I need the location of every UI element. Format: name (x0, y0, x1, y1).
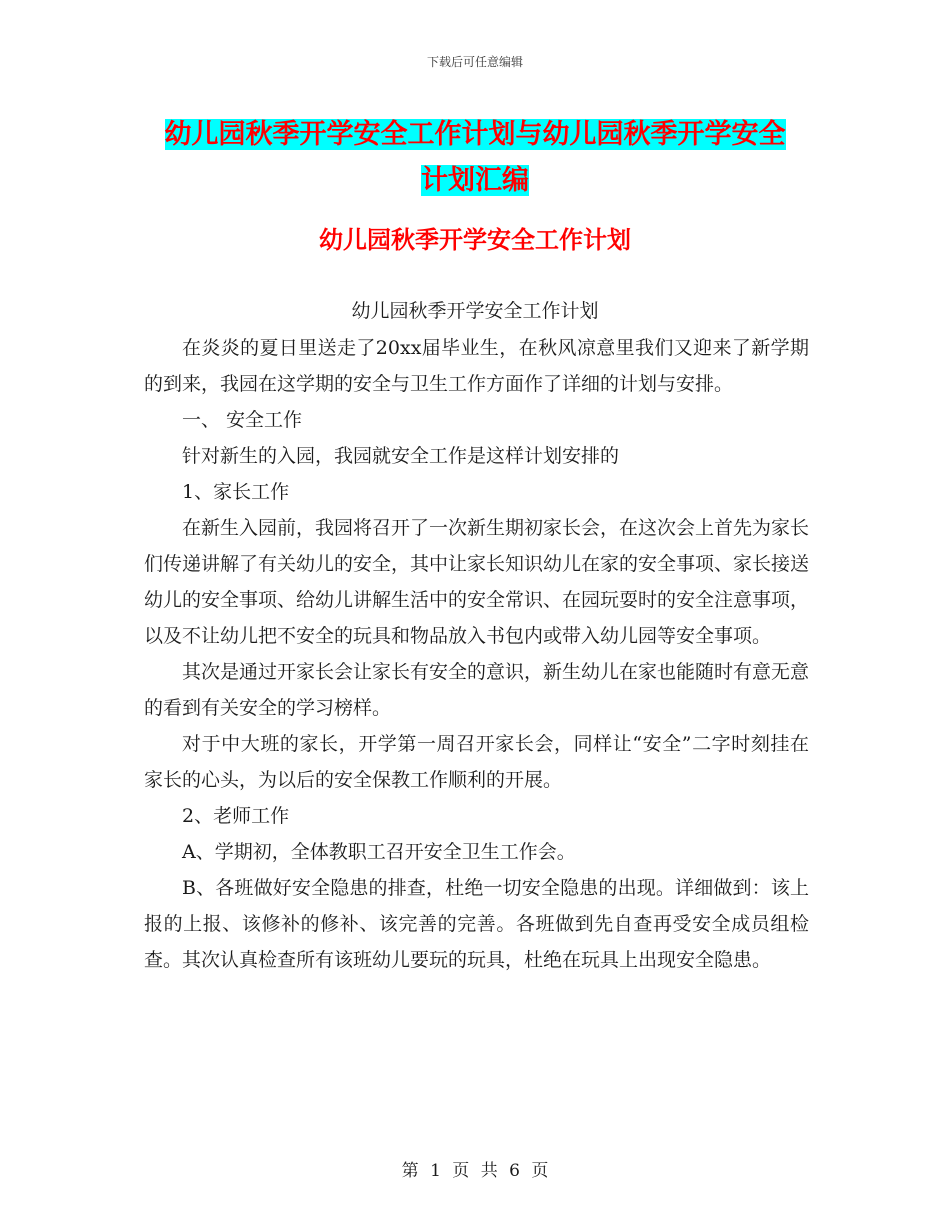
paragraph: A、学期初，全体教职工召开安全卫生工作会。 (182, 841, 576, 863)
paragraph: 其次是通过开家长会让家长有安全的意识，新生幼儿在家也能随时有意无意的看到有关安全的学习榜样。 (144, 661, 810, 719)
paragraph: 一、 安全工作 (182, 409, 303, 431)
header-note: 下载后可任意编辑 (426, 55, 523, 69)
body-text (144, 330, 809, 978)
sub-title: 幼儿园秋季开学安全工作计划 (351, 300, 599, 322)
paragraph: B、各班做好安全隐患的排查，杜绝一切安全隐患的出现。详细做到：该上报的上报、该修补的修补、该完善的完善。各班做到先自查再受安全成员组检查。其次认真检查所有该班幼儿要玩的玩具，杜绝在玩具上出现安全隐患。 (144, 877, 809, 971)
page-footer: 第 1 页 共 6 页 (401, 1161, 549, 1181)
paragraph: 1、家长工作 (182, 481, 290, 503)
section-title: 幼儿园秋季开学安全工作计划 (319, 225, 631, 254)
document-title (140, 112, 810, 204)
paragraph: 在新生入园前，我园将召开了一次新生期初家长会，在这次会上首先为家长们传递讲解了有关幼儿的安全，其中让家长知识幼儿在家的安全事项、家长接送幼儿的安全事项、给幼儿讲解生活中的安全常识、在园玩耍时的安全注意事项，以及不让幼儿把不安全的玩具和物品放入书包内或带入幼儿园等安全事项。 (144, 517, 810, 647)
paragraph: 针对新生的入园，我园就安全工作是这样计划安排的 (182, 445, 620, 467)
paragraph: 2、老师工作 (182, 805, 290, 827)
paragraph: 在炎炎的夏日里送走了20xx届毕业生，在秋风凉意里我们又迎来了新学期的到来，我园在这学期的安全与卫生工作方面作了详细的计划与安排。 (144, 337, 809, 395)
document-title-line-1: 幼儿园秋季开学安全工作计划与幼儿园秋季开学安全 (164, 119, 786, 150)
document-title-line-2: 计划汇编 (421, 165, 529, 196)
paragraph: 对于中大班的家长，开学第一周召开家长会，同样让“安全”二字时刻挂在家长的心头，为以后的安全保教工作顺利的开展。 (144, 733, 809, 791)
